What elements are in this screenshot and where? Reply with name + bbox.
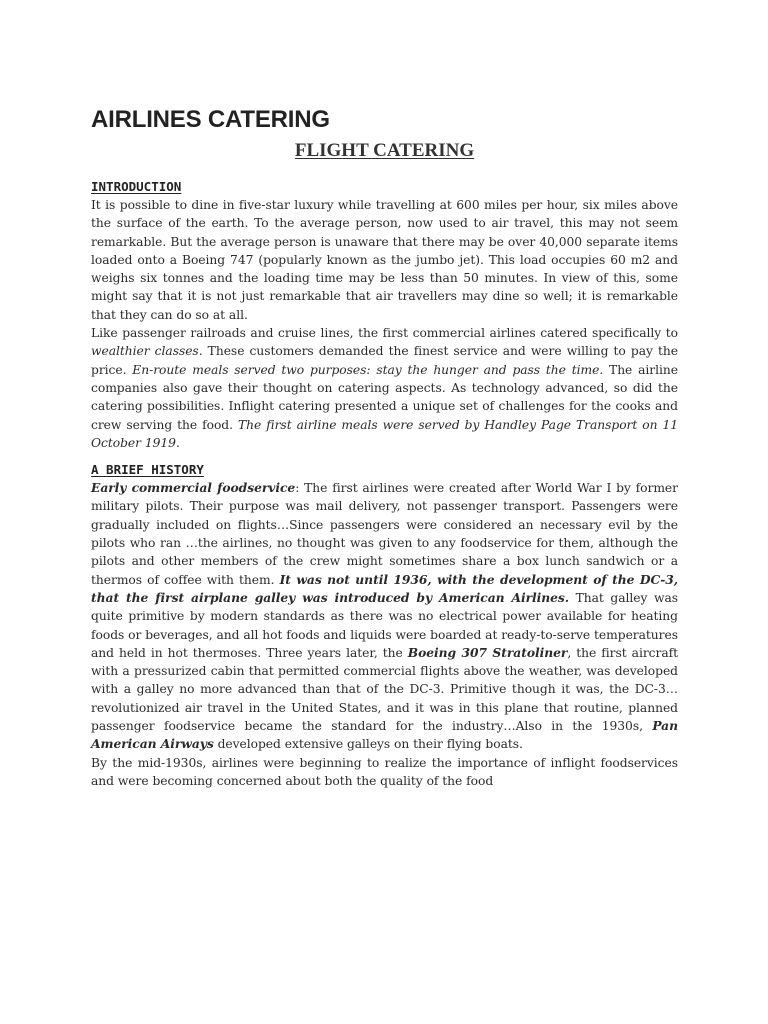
text-run: That galley was quite primitive by modern standards as there was no electrical power available for heating foods or beverages, and all hot foods and liquids were boarded at ready-to-serve temperatures and held in hot thermoses. Three years later, the (91, 590, 678, 660)
document-subtitle: FLIGHT CATERING (294, 140, 475, 161)
bold-italic-text-run: Boeing 307 Stratoliner (407, 644, 568, 660)
text-run: Like passenger railroads and cruise lines, the first commercial airlines catered specifically to (91, 326, 678, 341)
text-run: , the first aircraft with a pressurized cabin that permitted commercial flights above the weather, was developed with a galley no more advanced than that of the DC-3. Primitive though it was, the DC-3…revolutionized air travel in the United States, and it was in this plane that routine, planned passenger foodservice became the standard for the industry…Also in the 1930s, (91, 645, 678, 734)
italic-text-run: wealthier classes (91, 344, 199, 359)
italic-text-run: The first airline meals were served by Handley Page Transport on 11 October 1919. (91, 417, 679, 450)
italic-text-run: En-route meals served two purposes: stay the hunger and pass the time. (132, 362, 604, 377)
history-paragraph-2: By the mid-1930s, airlines were beginning to realize the importance of inflight foodservices and were becoming concerned about both the quality of the food (91, 755, 678, 788)
bold-italic-text-run: Pan American Airways (91, 718, 678, 752)
bold-italic-text-run: It was not until 1936, with the development of the DC-3, that the first airplane galley was introduced by American Airlines. (91, 571, 678, 605)
introduction-paragraph-2 (91, 324, 678, 452)
history-paragraph-1 (91, 479, 678, 753)
document-title: AIRLINES CATERING (91, 106, 330, 133)
introduction-paragraph-1: It is possible to dine in five-star luxury while travelling at 600 miles per hour, six miles above the surface of the earth. To the average person, now used to air travel, this may not seem remarkable. But the average person is unaware that there may be over 40,000 separate items loaded onto a Boeing 747 (popularly known as the jumbo jet). This load occupies 60 m2 and weighs six tonnes and the loading time may be less than 50 minutes. In view of this, some might say that it is not just remarkable that air travellers may dine so well; it is remarkable that they can do so at all. (91, 198, 678, 322)
text-run: . These customers demanded the finest service and were willing to pay the price. (91, 344, 678, 377)
section-heading-introduction: INTRODUCTION (91, 179, 182, 194)
section-heading-history: A BRIEF HISTORY (91, 462, 204, 478)
bold-italic-lead: Early commercial foodservice (91, 480, 296, 496)
text-run: developed extensive galleys on their flying boats. (213, 737, 523, 752)
text-run: : The first airlines were created after World War I by former military pilots. Their purpose was mail delivery, not passenger transport. Passengers were gradually included on flights…Since passengers were considered an necessary evil by the pilots who ran …the airlines, no thought was given to any foodservice for them, although the pilots and other members of the crew might sometimes share a box lunch sandwich or a thermos of coffee with them. (91, 481, 678, 587)
text-run: The airline companies also gave their thought on catering aspects. As technology advanced, so did the catering possibilities. Inflight catering presented a unique set of challenges for the cooks and crew serving the food. (91, 362, 678, 432)
document-page (91, 104, 678, 790)
